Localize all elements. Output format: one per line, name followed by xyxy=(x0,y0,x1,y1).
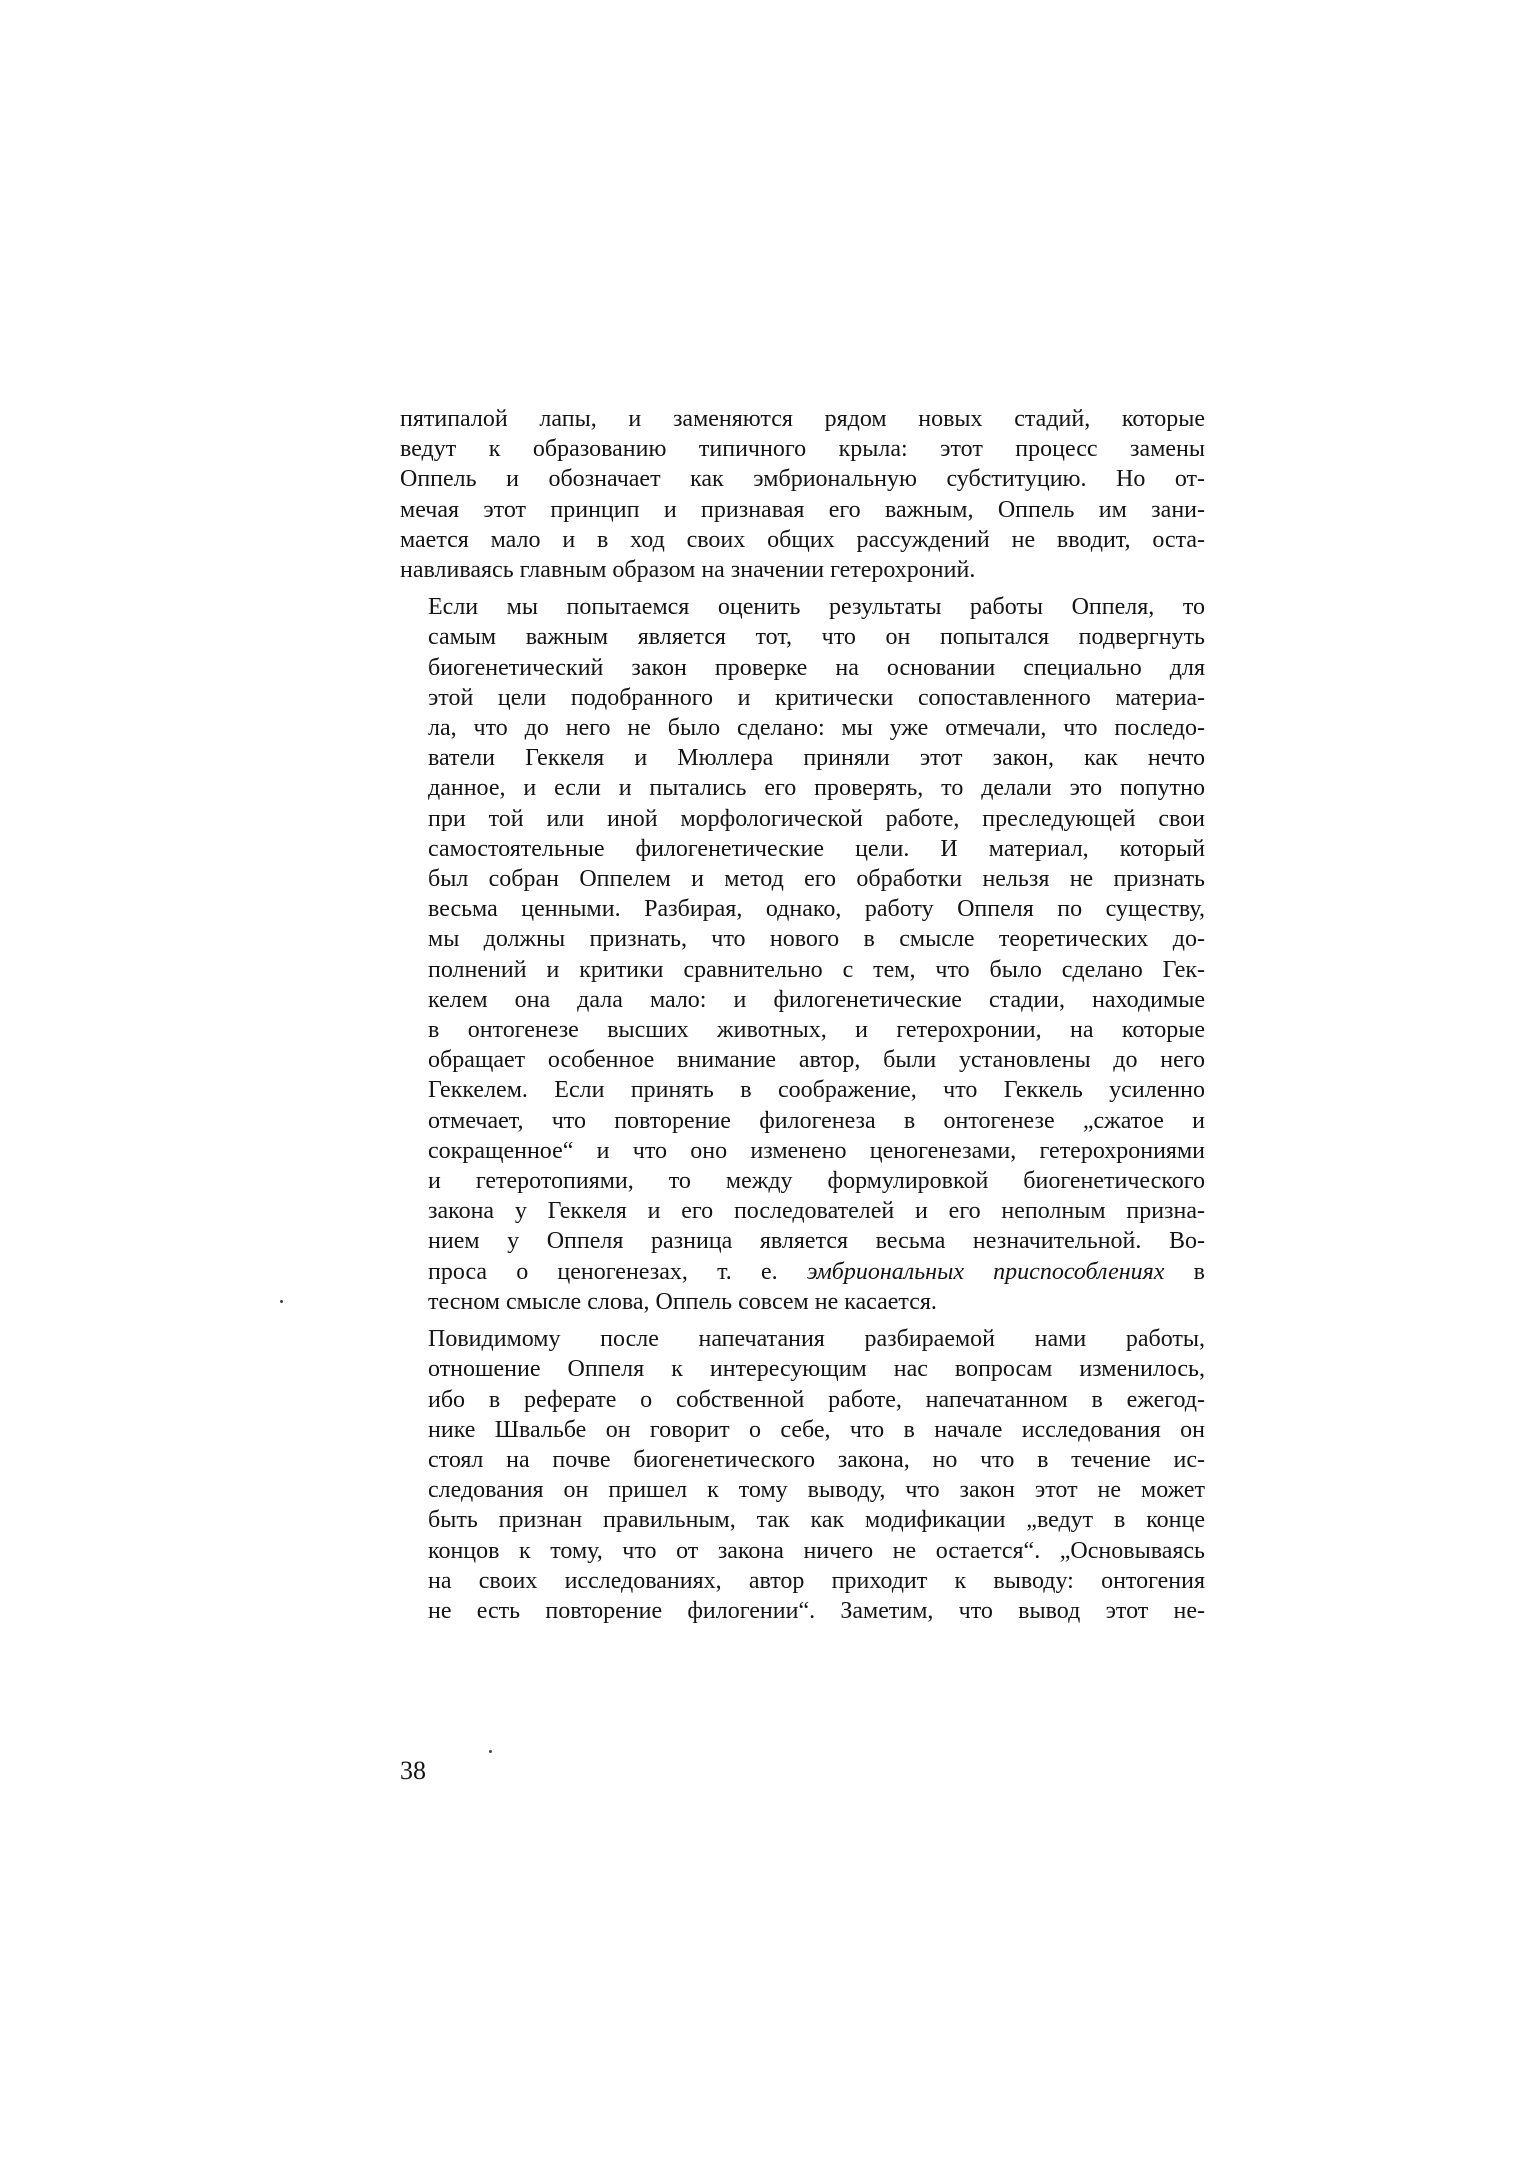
text-line: концов к тому, что от закона ничего не остается“. „Основываясь xyxy=(428,1537,1205,1564)
text-line-with-italic xyxy=(400,1257,1205,1287)
text-line: полнений и критики сравнительно с тем, что было сделано Гек- xyxy=(428,956,1205,983)
text-line: следования он пришел к тому выводу, что закон этот не может xyxy=(428,1477,1205,1504)
text-line: и гетеротопиями, то между формулировкой биогенетического xyxy=(428,1168,1205,1195)
text-line: обращает особенное внимание автор, были установлены до него xyxy=(428,1047,1205,1074)
text-line: келем она дала мало: и филогенетические стадии, находимые xyxy=(428,986,1205,1013)
text-line: данное, и если и пытались его проверять, то делали это попутно xyxy=(428,775,1205,802)
text-segment: проса о ценогенезах, т. е. xyxy=(428,1258,778,1285)
text-line: ватели Геккеля и Мюллера приняли этот закон, как нечто xyxy=(428,745,1205,772)
text-line: стоял на почве биогенетического закона, но что в течение ис- xyxy=(428,1446,1205,1473)
text-line: отношение Оппеля к интересующим нас вопросам изменилось, xyxy=(428,1356,1205,1383)
text-line: Если мы попытаемся оценить результаты работы Оппеля, то xyxy=(428,594,1205,621)
text-line: ибо в реферате о собственной работе, напечатанном в ежегод- xyxy=(428,1386,1205,1413)
text-line: нием у Оппеля разница является весьма незначительной. Во- xyxy=(428,1228,1205,1255)
page-number: 38 xyxy=(400,1756,426,1785)
text-line: Повидимому после напечатания разбираемой нами работы, xyxy=(428,1326,1205,1353)
text-line: ведут к образованию типичного крыла: этот процесс замены xyxy=(400,436,1205,463)
page-body xyxy=(400,404,1205,1633)
text-line: мечая этот принцип и признавая его важным, Оппель им зани- xyxy=(400,496,1205,523)
text-line: при той или иной морфологической работе, преследующей свои xyxy=(428,805,1205,832)
text-line: самостоятельные филогенетические цели. И материал, который xyxy=(428,835,1205,862)
text-line: весьма ценными. Разбирая, однако, работу Оппеля по существу, xyxy=(428,896,1205,923)
text-line: ла, что до него не было сделано: мы уже отмечали, что последо- xyxy=(428,715,1205,742)
text-line: тесном смысле слова, Оппель совсем не касается. xyxy=(428,1288,937,1315)
text-line: навливаясь главным образом на значении гетерохроний. xyxy=(400,557,976,584)
text-segment: в xyxy=(1193,1258,1205,1285)
scan-speck xyxy=(280,1300,283,1303)
text-line: отмечает, что повторение филогенеза в онтогенезе „сжатое и xyxy=(428,1107,1205,1134)
text-line: мается мало и в ход своих общих рассуждений не вводит, оста- xyxy=(400,526,1205,553)
text-line: нике Швальбе он говорит о себе, что в начале исследования он xyxy=(428,1416,1205,1443)
text-line: закона у Геккеля и его последователей и его неполным призна- xyxy=(428,1198,1205,1225)
text-line: сокращенное“ и что оно изменено ценогенезами, гетерохрониями xyxy=(428,1137,1205,1164)
text-line: этой цели подобранного и критически сопоставленного материа- xyxy=(428,684,1205,711)
text-line: биогенетический закон проверке на основании специально для xyxy=(428,654,1205,681)
paragraph-3 xyxy=(400,1324,1205,1626)
italic-phrase: эмбриональных приспособлениях xyxy=(806,1258,1165,1285)
text-line: на своих исследованиях, автор приходит к выводу: онтогения xyxy=(428,1567,1205,1594)
paragraph-1 xyxy=(400,404,1205,585)
scan-speck xyxy=(489,1750,492,1753)
text-line: мы должны признать, что нового в смысле теоретических до- xyxy=(428,926,1205,953)
paragraph-2 xyxy=(400,592,1205,1317)
text-line: был собран Оппелем и метод его обработки нельзя не признать xyxy=(428,866,1205,893)
text-line: в онтогенезе высших животных, и гетерохронии, на которые xyxy=(428,1017,1205,1044)
text-line: самым важным является тот, что он попытался подвергнуть xyxy=(428,624,1205,651)
text-line: пятипалой лапы, и заменяются рядом новых стадий, которые xyxy=(400,406,1205,432)
text-line: быть признан правильным, так как модификации „ведут в конце xyxy=(428,1507,1205,1534)
text-line: Оппель и обозначает как эмбриональную субституцию. Но от- xyxy=(400,466,1205,493)
text-line: Геккелем. Если принять в соображение, что Геккель усиленно xyxy=(428,1077,1205,1104)
text-line: не есть повторение филогении“. Заметим, что вывод этот не- xyxy=(428,1597,1205,1624)
